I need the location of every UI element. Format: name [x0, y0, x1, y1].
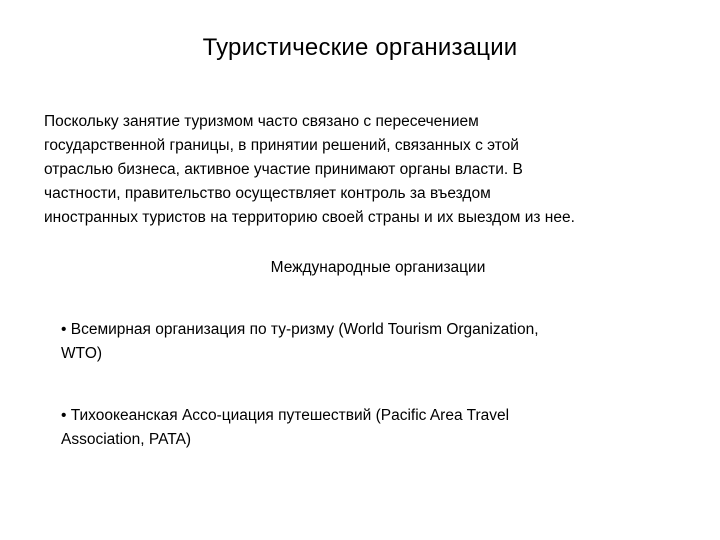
intro-paragraph: Поскольку занятие туризмом часто связано с пересечением государственной границы, в принятии решений, связанных с этой отраслью бизнеса, активное участие принимают органы власти. В частности, правительство осуществляет контроль за въездом иностранных туристов на территорию своей страны и их выездом из нее. [44, 113, 575, 226]
bullet-item-wto: • Всемирная организация по ту-ризму (World Tourism Organization, WTO) [61, 321, 539, 362]
bullet-item-pata: • Тихоокеанская Ассо-циация путешествий (Pacific Area Travel Association, PATA) [61, 407, 510, 448]
section-subheading: Международные организации [270, 259, 486, 276]
slide-title: Туристические организации [202, 34, 518, 61]
